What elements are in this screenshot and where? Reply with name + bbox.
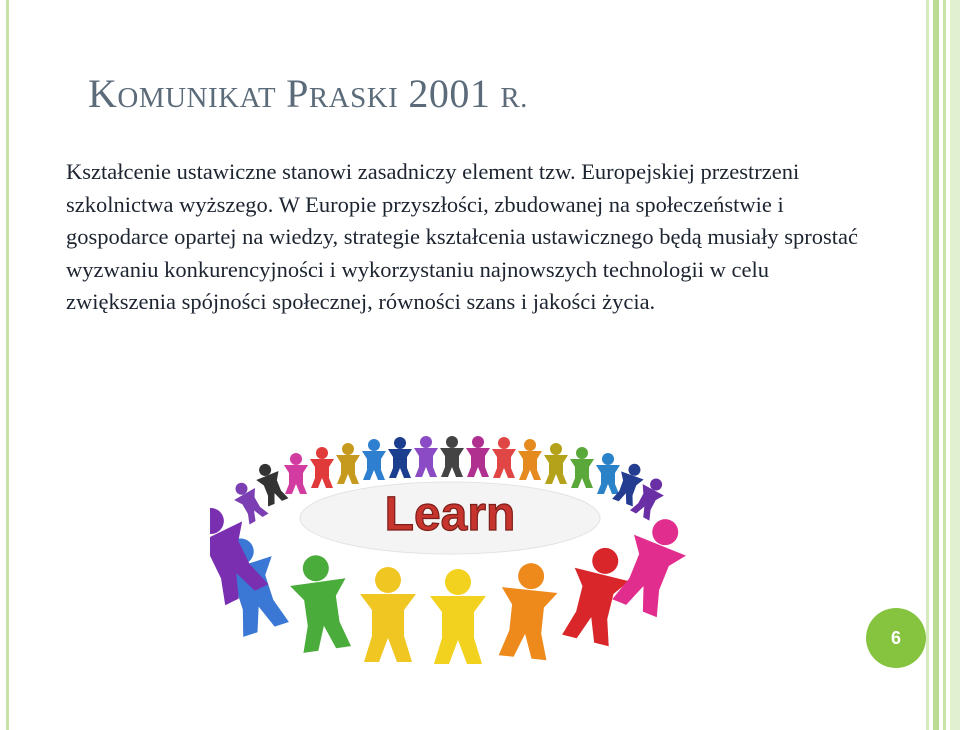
slide-body-text: Kształcenie ustawiczne stanowi zasadniczy element tzw. Europejskiej przestrzeni szkolnictwa wyższego. W Europie przyszłości, zbudowanej na społeczeństwie i gospodarce opartej na wiedzy, strategie kształcenia ustawicznego będą musiały sprostać wyzwaniu konkurencyjności i wykorzystaniu najnowszych technologii w celu zwiększenia spójności społecznej, równości szans i jakości życia. — [66, 159, 858, 314]
page-number-badge: 6 — [866, 608, 926, 668]
left-decorative-rule — [6, 0, 9, 730]
right-decorative-rules — [926, 0, 960, 730]
learn-circle-illustration — [210, 430, 690, 670]
learn-text: Learn — [384, 488, 516, 541]
slide-title: KOMUNIKAT PRASKI 2001 R. — [88, 71, 528, 116]
